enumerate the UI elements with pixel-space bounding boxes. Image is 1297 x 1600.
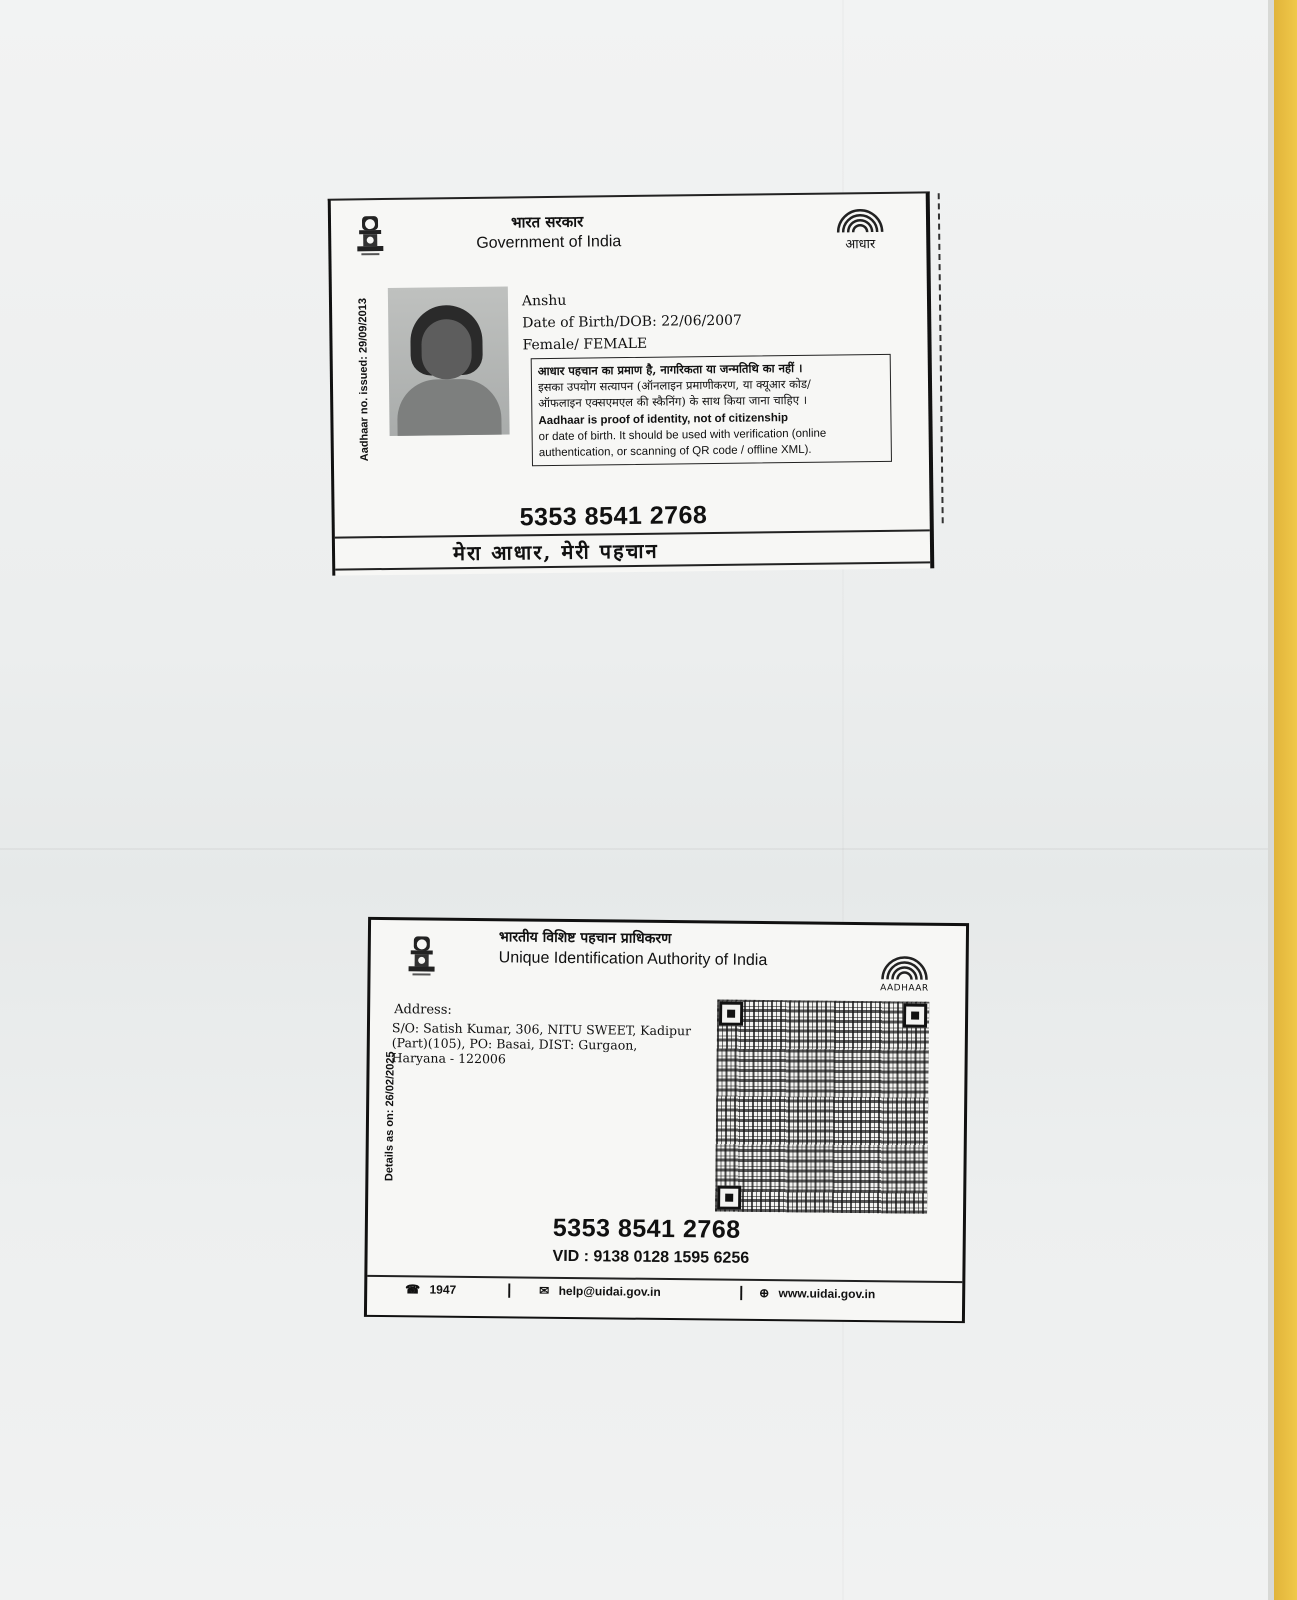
national-emblem-icon: [404, 934, 438, 978]
aadhaar-logo: [871, 951, 937, 994]
aadhaar-number: 5353 8541 2768: [519, 501, 708, 532]
phone-contact: [405, 1282, 456, 1297]
authority-hindi-title: भारतीय विशिष्ट पहचान प्राधिकरण: [498, 929, 672, 948]
aadhaar-front-card: [328, 191, 935, 575]
qr-finder: [717, 1186, 741, 1210]
website-url: www.uidai.gov.in: [778, 1286, 876, 1302]
address-line: Haryana - 122006: [391, 1050, 506, 1067]
address-line: S/O: Satish Kumar, 306, NITU SWEET, Kadipur: [391, 1020, 692, 1039]
government-hindi-title: भारत सरकार: [510, 212, 584, 232]
phone-number: 1947: [429, 1282, 457, 1297]
aadhaar-back-card: [364, 917, 969, 1323]
aadhaar-logo-text: AADHAAR: [880, 983, 929, 994]
globe-icon: ⊕: [759, 1285, 770, 1301]
authority-english-title: Unique Identification Authority of India: [498, 949, 768, 970]
address-block: [392, 1020, 712, 1068]
notice-hindi-line: इसका उपयोग सत्यापन (ऑनलाइन प्रमाणीकरण, या क्यूआर कोड/: [537, 376, 811, 395]
footer-separator: |: [739, 1283, 744, 1301]
notice-english-line: or date of birth. It should be used with verification (online: [538, 427, 827, 444]
notice-hindi-line: ऑफलाइन एक्सएमएल की स्कैनिंग) के साथ किया जाना चाहिए ।: [538, 392, 808, 411]
qr-finder: [903, 1003, 927, 1027]
email-address: help@uidai.gov.in: [558, 1283, 661, 1299]
holder-details: [522, 288, 742, 357]
proof-notice-box: [531, 354, 892, 466]
mail-icon: ✉: [539, 1283, 550, 1298]
details-date-vertical: Details as on: 26/02/2025: [383, 1051, 397, 1182]
aadhaar-logo: [830, 204, 891, 253]
holder-gender: Female/ FEMALE: [522, 335, 648, 354]
phone-icon: ☎: [405, 1282, 421, 1297]
address-label: Address:: [394, 1002, 452, 1018]
notice-hindi-line: आधार पहचान का प्रमाण है, नागरिकता या जन्मतिथि का नहीं ।: [537, 360, 803, 379]
folder-edge: [1268, 0, 1297, 1600]
government-english-title: Government of India: [476, 233, 622, 252]
aadhaar-logo-text: आधार: [845, 237, 876, 253]
email-contact: [539, 1284, 661, 1299]
fingerprint-sun-icon: [830, 204, 890, 235]
notice-english-line: Aadhaar is proof of identity, not of citizenship: [538, 412, 789, 428]
national-emblem-icon: [353, 214, 388, 258]
contact-footer: [367, 1275, 962, 1307]
paper-crease: [0, 848, 1268, 850]
fingerprint-sun-icon: [871, 951, 937, 982]
website-contact: [759, 1286, 875, 1301]
holder-photo: [388, 286, 510, 435]
issued-date-vertical: Aadhaar no. issued: 29/09/2013: [356, 297, 371, 462]
address-line: (Part)(105), PO: Basai, DIST: Gurgaon,: [391, 1035, 638, 1053]
qr-code: [715, 1000, 929, 1214]
footer-separator: |: [507, 1281, 512, 1299]
qr-finder: [719, 1002, 743, 1026]
vid-number: VID : 9138 0128 1595 6256: [552, 1247, 750, 1267]
aadhaar-number: 5353 8541 2768: [552, 1213, 741, 1244]
holder-dob: Date of Birth/DOB: 22/06/2007: [522, 312, 743, 332]
tagline: मेरा आधार, मेरी पहचान: [452, 538, 659, 566]
tagline-bar: [335, 529, 930, 570]
notice-english-line: authentication, or scanning of QR code / offline XML).: [538, 443, 812, 460]
holder-name: Anshu: [521, 292, 567, 310]
